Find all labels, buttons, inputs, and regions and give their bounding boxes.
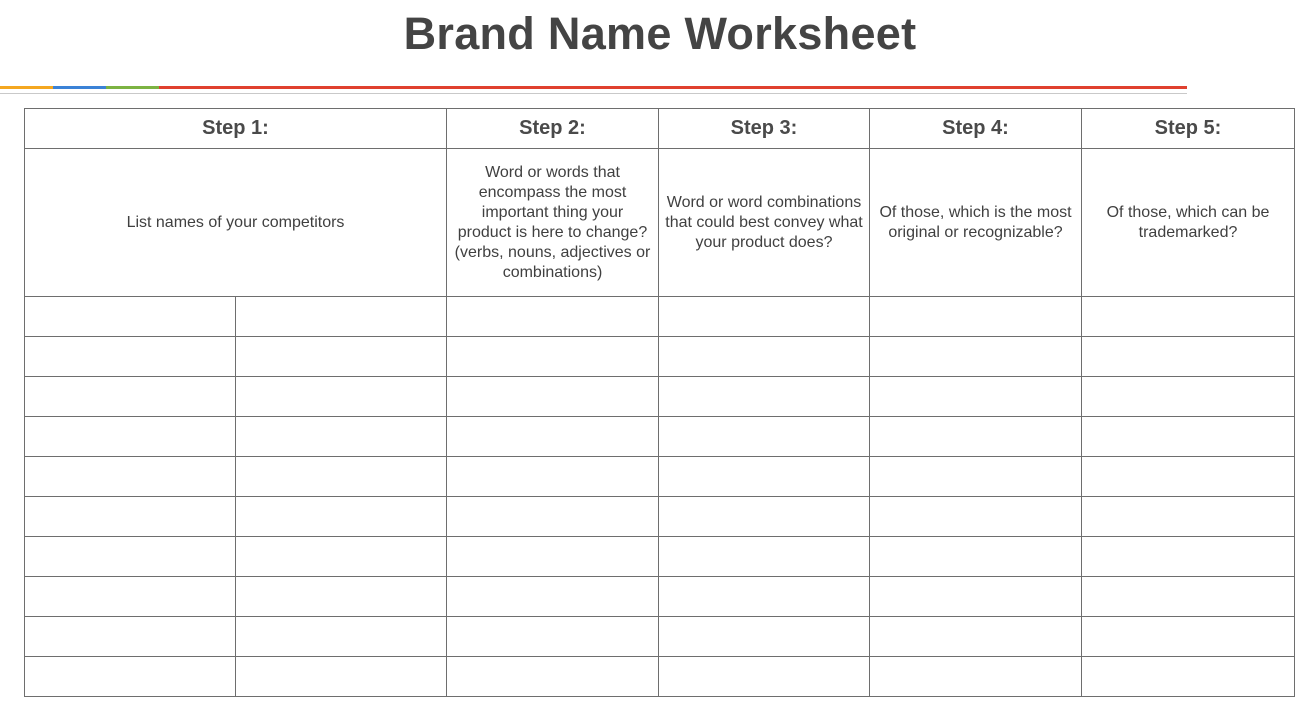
- divider-segment-orange: [0, 86, 53, 89]
- step-2-entry-cell[interactable]: [447, 617, 659, 657]
- entry-row: [25, 337, 1295, 377]
- competitor-name-cell-b[interactable]: [236, 497, 447, 537]
- entry-row: [25, 377, 1295, 417]
- step-3-entry-cell[interactable]: [659, 457, 870, 497]
- step-4-entry-cell[interactable]: [870, 657, 1082, 697]
- step-2-entry-cell[interactable]: [447, 577, 659, 617]
- step-3-entry-cell[interactable]: [659, 377, 870, 417]
- entry-row: [25, 497, 1295, 537]
- step-2-description: Word or words that encompass the most important thing your product is here to change? (verbs, nouns, adjectives or combinations): [447, 149, 659, 297]
- divider-segment-green: [106, 86, 159, 89]
- divider-segment-blue: [53, 86, 106, 89]
- entry-row: [25, 537, 1295, 577]
- competitor-name-cell-a[interactable]: [25, 617, 236, 657]
- competitor-name-cell-b[interactable]: [236, 657, 447, 697]
- step-3-entry-cell[interactable]: [659, 537, 870, 577]
- title-divider: [0, 86, 1187, 96]
- competitor-name-cell-a[interactable]: [25, 297, 236, 337]
- step-5-entry-cell[interactable]: [1082, 657, 1295, 697]
- step-5-entry-cell[interactable]: [1082, 537, 1295, 577]
- step-5-entry-cell[interactable]: [1082, 337, 1295, 377]
- competitor-name-cell-a[interactable]: [25, 457, 236, 497]
- step-1-description: List names of your competitors: [25, 149, 447, 297]
- step-4-entry-cell[interactable]: [870, 297, 1082, 337]
- header-row: [25, 109, 1295, 149]
- entry-row: [25, 417, 1295, 457]
- step-3-entry-cell[interactable]: [659, 337, 870, 377]
- step-4-header: Step 4:: [870, 109, 1082, 149]
- step-2-entry-cell[interactable]: [447, 337, 659, 377]
- entry-row: [25, 617, 1295, 657]
- competitor-name-cell-b[interactable]: [236, 297, 447, 337]
- step-4-entry-cell[interactable]: [870, 537, 1082, 577]
- competitor-name-cell-b[interactable]: [236, 577, 447, 617]
- step-5-entry-cell[interactable]: [1082, 457, 1295, 497]
- step-4-entry-cell[interactable]: [870, 377, 1082, 417]
- step-5-entry-cell[interactable]: [1082, 377, 1295, 417]
- entry-row: [25, 457, 1295, 497]
- divider-thin-line: [0, 93, 1187, 94]
- competitor-name-cell-a[interactable]: [25, 537, 236, 577]
- step-3-entry-cell[interactable]: [659, 657, 870, 697]
- competitor-name-cell-a[interactable]: [25, 337, 236, 377]
- step-2-entry-cell[interactable]: [447, 297, 659, 337]
- step-1-header: Step 1:: [25, 109, 447, 149]
- step-3-entry-cell[interactable]: [659, 497, 870, 537]
- step-5-description: Of those, which can be trademarked?: [1082, 149, 1295, 297]
- step-4-entry-cell[interactable]: [870, 497, 1082, 537]
- entry-row: [25, 297, 1295, 337]
- step-4-entry-cell[interactable]: [870, 577, 1082, 617]
- step-5-entry-cell[interactable]: [1082, 417, 1295, 457]
- step-2-entry-cell[interactable]: [447, 417, 659, 457]
- competitor-name-cell-a[interactable]: [25, 577, 236, 617]
- divider-segment-red: [159, 86, 1187, 89]
- step-2-entry-cell[interactable]: [447, 457, 659, 497]
- step-2-header: Step 2:: [447, 109, 659, 149]
- step-3-entry-cell[interactable]: [659, 417, 870, 457]
- step-2-entry-cell[interactable]: [447, 497, 659, 537]
- step-2-entry-cell[interactable]: [447, 537, 659, 577]
- step-5-entry-cell[interactable]: [1082, 617, 1295, 657]
- step-2-entry-cell[interactable]: [447, 377, 659, 417]
- competitor-name-cell-b[interactable]: [236, 457, 447, 497]
- step-3-description: Word or word combinations that could best convey what your product does?: [659, 149, 870, 297]
- step-4-description: Of those, which is the most original or recognizable?: [870, 149, 1082, 297]
- step-4-entry-cell[interactable]: [870, 417, 1082, 457]
- step-4-entry-cell[interactable]: [870, 337, 1082, 377]
- step-2-entry-cell[interactable]: [447, 657, 659, 697]
- step-4-entry-cell[interactable]: [870, 617, 1082, 657]
- competitor-name-cell-a[interactable]: [25, 377, 236, 417]
- step-3-entry-cell[interactable]: [659, 297, 870, 337]
- step-4-entry-cell[interactable]: [870, 457, 1082, 497]
- competitor-name-cell-b[interactable]: [236, 617, 447, 657]
- competitor-name-cell-b[interactable]: [236, 377, 447, 417]
- competitor-name-cell-b[interactable]: [236, 337, 447, 377]
- competitor-name-cell-a[interactable]: [25, 497, 236, 537]
- step-3-header: Step 3:: [659, 109, 870, 149]
- worksheet-table: [24, 108, 1295, 697]
- step-5-entry-cell[interactable]: [1082, 297, 1295, 337]
- entry-row: [25, 657, 1295, 697]
- page-title: Brand Name Worksheet: [403, 8, 917, 59]
- competitor-name-cell-a[interactable]: [25, 417, 236, 457]
- step-5-entry-cell[interactable]: [1082, 577, 1295, 617]
- competitor-name-cell-a[interactable]: [25, 657, 236, 697]
- entry-row: [25, 577, 1295, 617]
- competitor-name-cell-b[interactable]: [236, 417, 447, 457]
- description-row: [25, 149, 1295, 297]
- step-5-header: Step 5:: [1082, 109, 1295, 149]
- step-3-entry-cell[interactable]: [659, 577, 870, 617]
- step-3-entry-cell[interactable]: [659, 617, 870, 657]
- competitor-name-cell-b[interactable]: [236, 537, 447, 577]
- step-5-entry-cell[interactable]: [1082, 497, 1295, 537]
